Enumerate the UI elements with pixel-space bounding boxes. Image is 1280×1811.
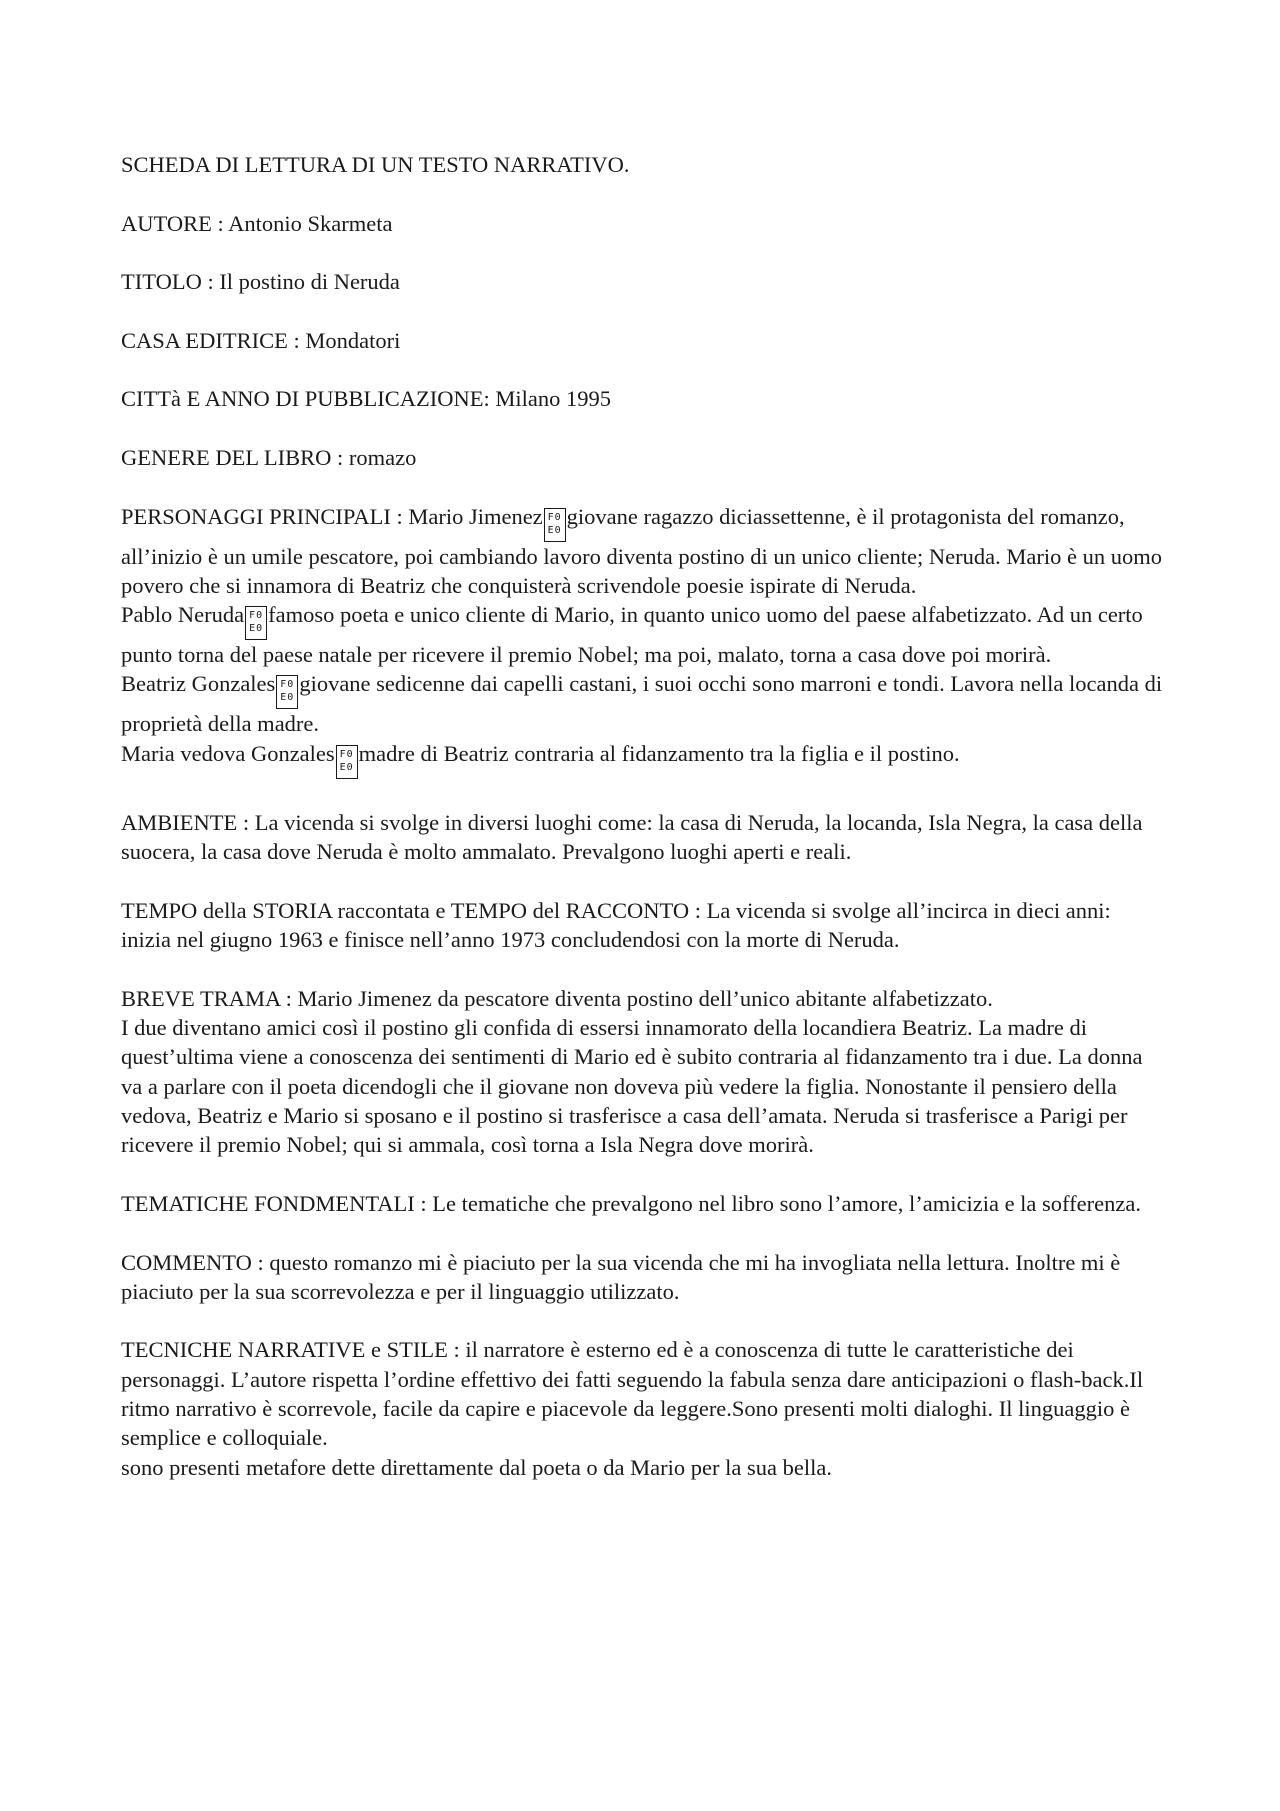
field-genere: GENERE DEL LIBRO : romazo [121,444,417,470]
field-titolo: TITOLO : Il postino di Neruda [121,269,400,295]
missing-glyph-icon: F0 E0 [245,606,267,640]
missing-glyph-icon: F0 E0 [544,508,566,542]
character-beatriz [121,669,1166,738]
tecniche-body: TECNICHE NARRATIVE e STILE : il narratore è esterno ed è a conoscenza di tutte le caratteristiche dei personaggi. L’autore rispetta l’ordine effettivo dei fatti seguendo la fabula senza dare anticipazioni o flash-back.Il ritmo narrativo è scorrevole, facile da capire e piacevole da leggere.Sono presenti molti dialoghi. Il linguaggio è semplice e colloquiale. [121,1337,1144,1451]
character-name: PERSONAGGI PRINCIPALI : Mario Jimenez [121,503,543,529]
character-name: Maria vedova Gonzales [121,740,335,766]
document-page [121,150,1166,1482]
field-autore: AUTORE : Antonio Skarmeta [121,210,393,236]
character-maria [121,739,1166,779]
trama-body: I due diventano amici così il postino gli confida di essersi innamorato della locandiera Beatriz. La madre di quest’ultima viene a conoscenza dei sentimenti di Mario ed è subito contraria al fidanzamento tra i due. La donna va a parlare con il poeta dicendogli che il giovane non doveva più vedere la figlia. Nonostante il pensiero della vedova, Beatriz e Mario si sposano e il postino si trasferisce a casa dell’amata. Neruda si trasferisce a Parigi per ricevere il premio Nobel; qui si ammala, così torna a Isla Negra dove morirà. [121,1015,1143,1158]
character-mario [121,502,1166,601]
character-description: giovane ragazzo diciassettenne, è il protagonista del romanzo, all’inizio è un umile pescatore, poi cambiando lavoro diventa postino di un unico cliente; Neruda. Mario è un uomo povero che si innamora di Beatriz che conquisterà scrivendole poesie ispirate di Neruda. [121,503,1162,598]
section-personaggi [121,502,1166,779]
section-tecniche [121,1335,1166,1481]
tecniche-metafore: sono presenti metafore dette direttamente dal poeta o da Mario per la sua bella. [121,1454,832,1480]
character-description: famoso poeta e unico cliente di Mario, in quanto unico uomo del paese alfabetizzato. Ad un certo punto torna del paese natale per ricevere il premio Nobel; ma poi, malato, torna a casa dove poi morirà. [121,602,1143,668]
section-ambiente: AMBIENTE : La vicenda si svolge in diversi luoghi come: la casa di Neruda, la locanda, Isla Negra, la casa della suocera, la casa dove Neruda è molto ammalato. Prevalgono luoghi aperti e reali. [121,810,1143,865]
character-name: Beatriz Gonzales [121,671,276,697]
character-name: Pablo Neruda [121,602,245,628]
character-description: madre di Beatriz contraria al fidanzamento tra la figlia e il postino. [358,740,960,766]
character-pablo [121,600,1166,669]
section-tempo: TEMPO della STORIA raccontata e TEMPO del RACCONTO : La vicenda si svolge all’incirca in dieci anni: inizia nel giugno 1963 e finisce nell’anno 1973 concludendosi con la morte di Neruda. [121,897,1111,953]
character-description: giovane sedicenne dai capelli castani, i suoi occhi sono marroni e tondi. Lavora nella locanda di proprietà della madre. [121,671,1163,737]
field-citta-anno: CITTà E ANNO DI PUBBLICAZIONE: Milano 1995 [121,386,611,412]
document-title: SCHEDA DI LETTURA DI UN TESTO NARRATIVO. [121,152,630,177]
trama-intro: BREVE TRAMA : Mario Jimenez da pescatore diventa postino dell’unico abitante alfabetizzato. [121,985,993,1011]
section-trama [121,984,1166,1160]
missing-glyph-icon: F0 E0 [276,675,298,709]
section-tematiche: TEMATICHE FONDMENTALI : Le tematiche che prevalgono nel libro sono l’amore, l’amicizia e la sofferenza. [121,1190,1141,1216]
missing-glyph-icon: F0 E0 [336,745,358,779]
section-commento: COMMENTO : questo romanzo mi è piaciuto per la sua vicenda che mi ha invogliata nella lettura. Inoltre mi è piaciuto per la sua scorrevolezza e per il linguaggio utilizzato. [121,1249,1121,1304]
field-casa-editrice: CASA EDITRICE : Mondatori [121,327,401,353]
